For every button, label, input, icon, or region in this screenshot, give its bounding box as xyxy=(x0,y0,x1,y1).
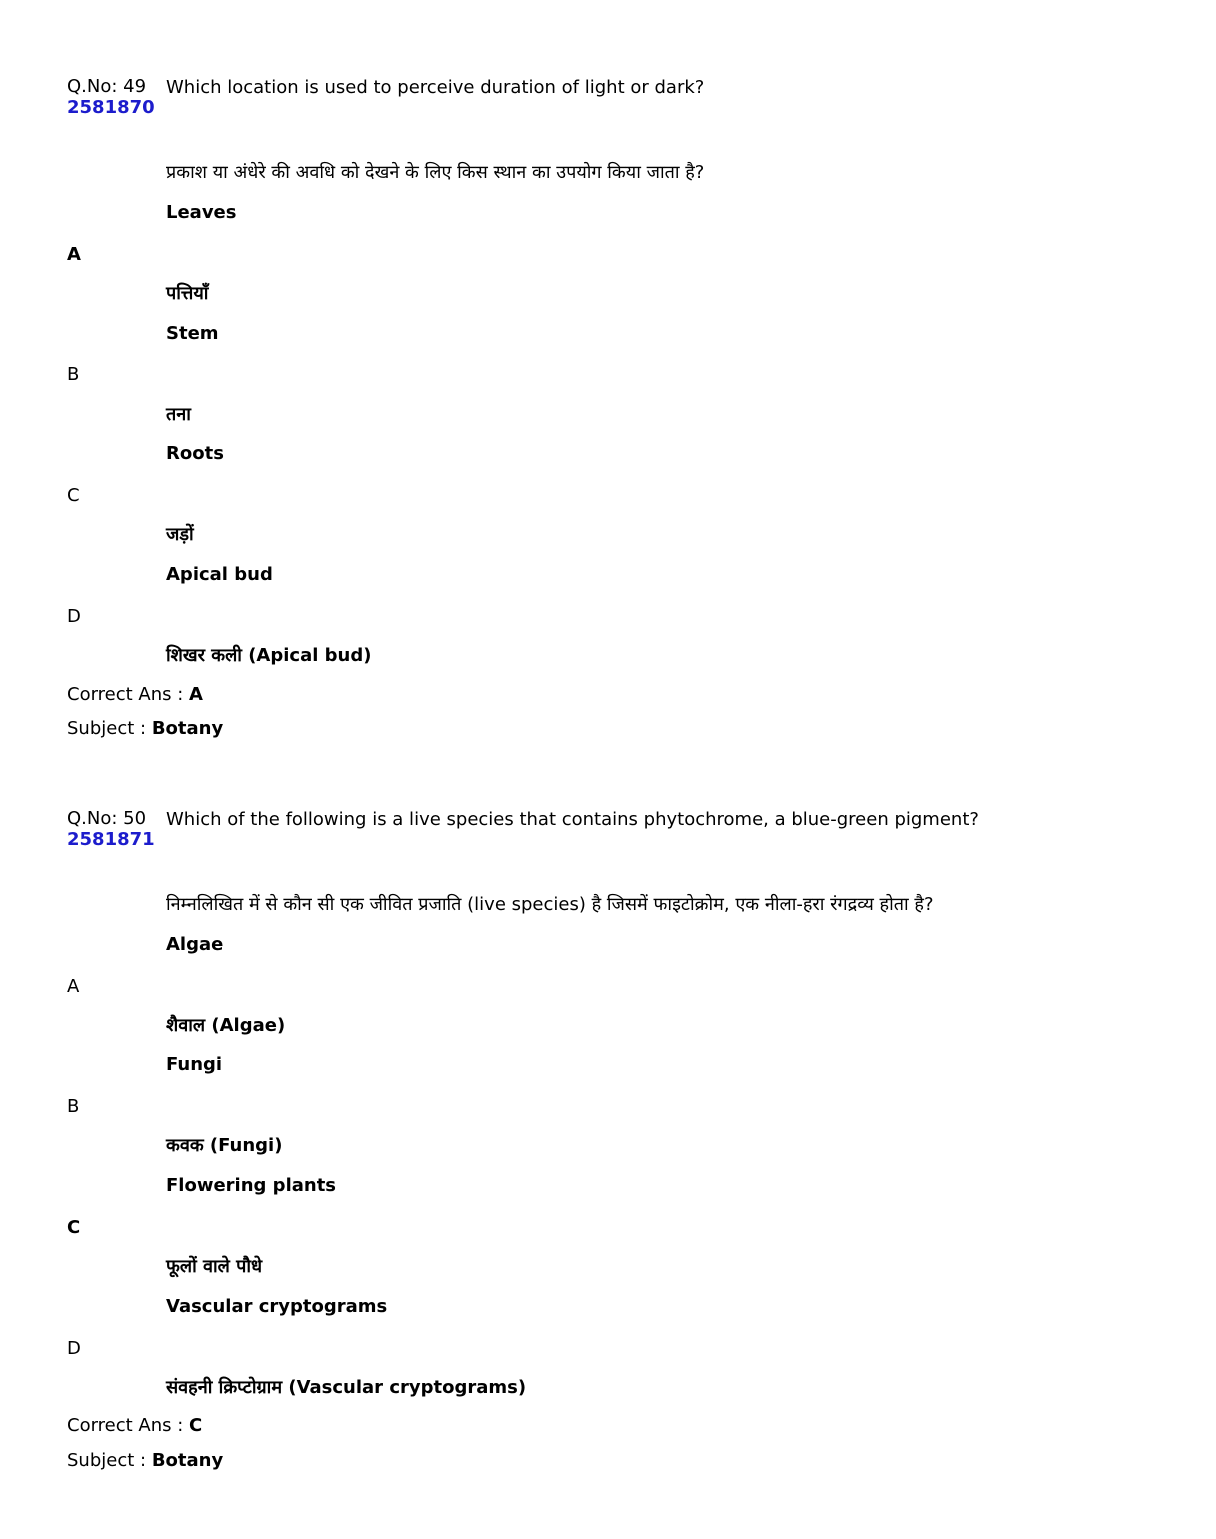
correct-answer-value: C xyxy=(189,1415,203,1436)
option-d-hi: शिखर कली (Apical bud) xyxy=(166,645,372,666)
option-d-letter: D xyxy=(67,1338,81,1359)
option-d-letter: D xyxy=(67,606,81,627)
option-a-letter: A xyxy=(67,976,80,997)
option-c-hi: फूलों वाले पौधे xyxy=(166,1256,263,1277)
subject-value: Botany xyxy=(151,1450,224,1471)
option-d-en: Apical bud xyxy=(166,564,273,585)
option-b-en: Stem xyxy=(166,323,219,344)
option-c-letter: C xyxy=(67,1217,81,1238)
option-b-letter: B xyxy=(67,1096,80,1117)
question-number: Q.No: 49 xyxy=(67,76,147,97)
correct-answer-value: A xyxy=(189,684,203,705)
question-text-hi: प्रकाश या अंधेरे की अवधि को देखने के लिए किस स्थान का उपयोग किया जाता है? xyxy=(166,162,705,183)
option-d-en: Vascular cryptograms xyxy=(166,1296,388,1317)
option-a-en: Algae xyxy=(166,934,224,955)
correct-answer xyxy=(67,1415,202,1437)
option-c-letter: C xyxy=(67,485,80,506)
option-c-hi: जड़ों xyxy=(166,524,194,545)
correct-answer-label: Correct Ans : xyxy=(67,1415,184,1436)
subject-value: Botany xyxy=(151,718,224,739)
question-text-hi: निम्नलिखित में से कौन सी एक जीवित प्रजाति (live species) है जिसमें फाइटोक्रोम, एक नीला-हरा रंगद्रव्य होता है? xyxy=(166,894,934,915)
option-a-hi: पत्तियाँ xyxy=(166,283,209,304)
option-b-en: Fungi xyxy=(166,1054,223,1075)
correct-answer-label: Correct Ans : xyxy=(67,684,184,705)
subject xyxy=(67,1450,223,1472)
question-text-en: Which location is used to perceive duration of light or dark? xyxy=(166,77,705,98)
option-b-hi: कवक (Fungi) xyxy=(166,1135,283,1156)
question-text-en: Which of the following is a live species that contains phytochrome, a blue-green pigment? xyxy=(166,809,979,830)
option-b-letter: B xyxy=(67,364,80,385)
option-c-en: Flowering plants xyxy=(166,1175,337,1196)
correct-answer xyxy=(67,684,203,706)
subject-label: Subject : xyxy=(67,1450,147,1471)
question-number: Q.No: 50 xyxy=(67,808,147,829)
subject-label: Subject : xyxy=(67,718,147,739)
option-b-hi: तना xyxy=(166,404,191,425)
question-id: 2581870 xyxy=(67,97,155,118)
option-c-en: Roots xyxy=(166,443,224,464)
option-d-hi: संवहनी क्रिप्टोग्राम (Vascular cryptograms) xyxy=(166,1377,527,1398)
option-a-hi: शैवाल (Algae) xyxy=(166,1015,286,1036)
option-a-letter: A xyxy=(67,244,81,265)
option-a-en: Leaves xyxy=(166,202,237,223)
question-id: 2581871 xyxy=(67,829,155,850)
subject xyxy=(67,718,223,740)
